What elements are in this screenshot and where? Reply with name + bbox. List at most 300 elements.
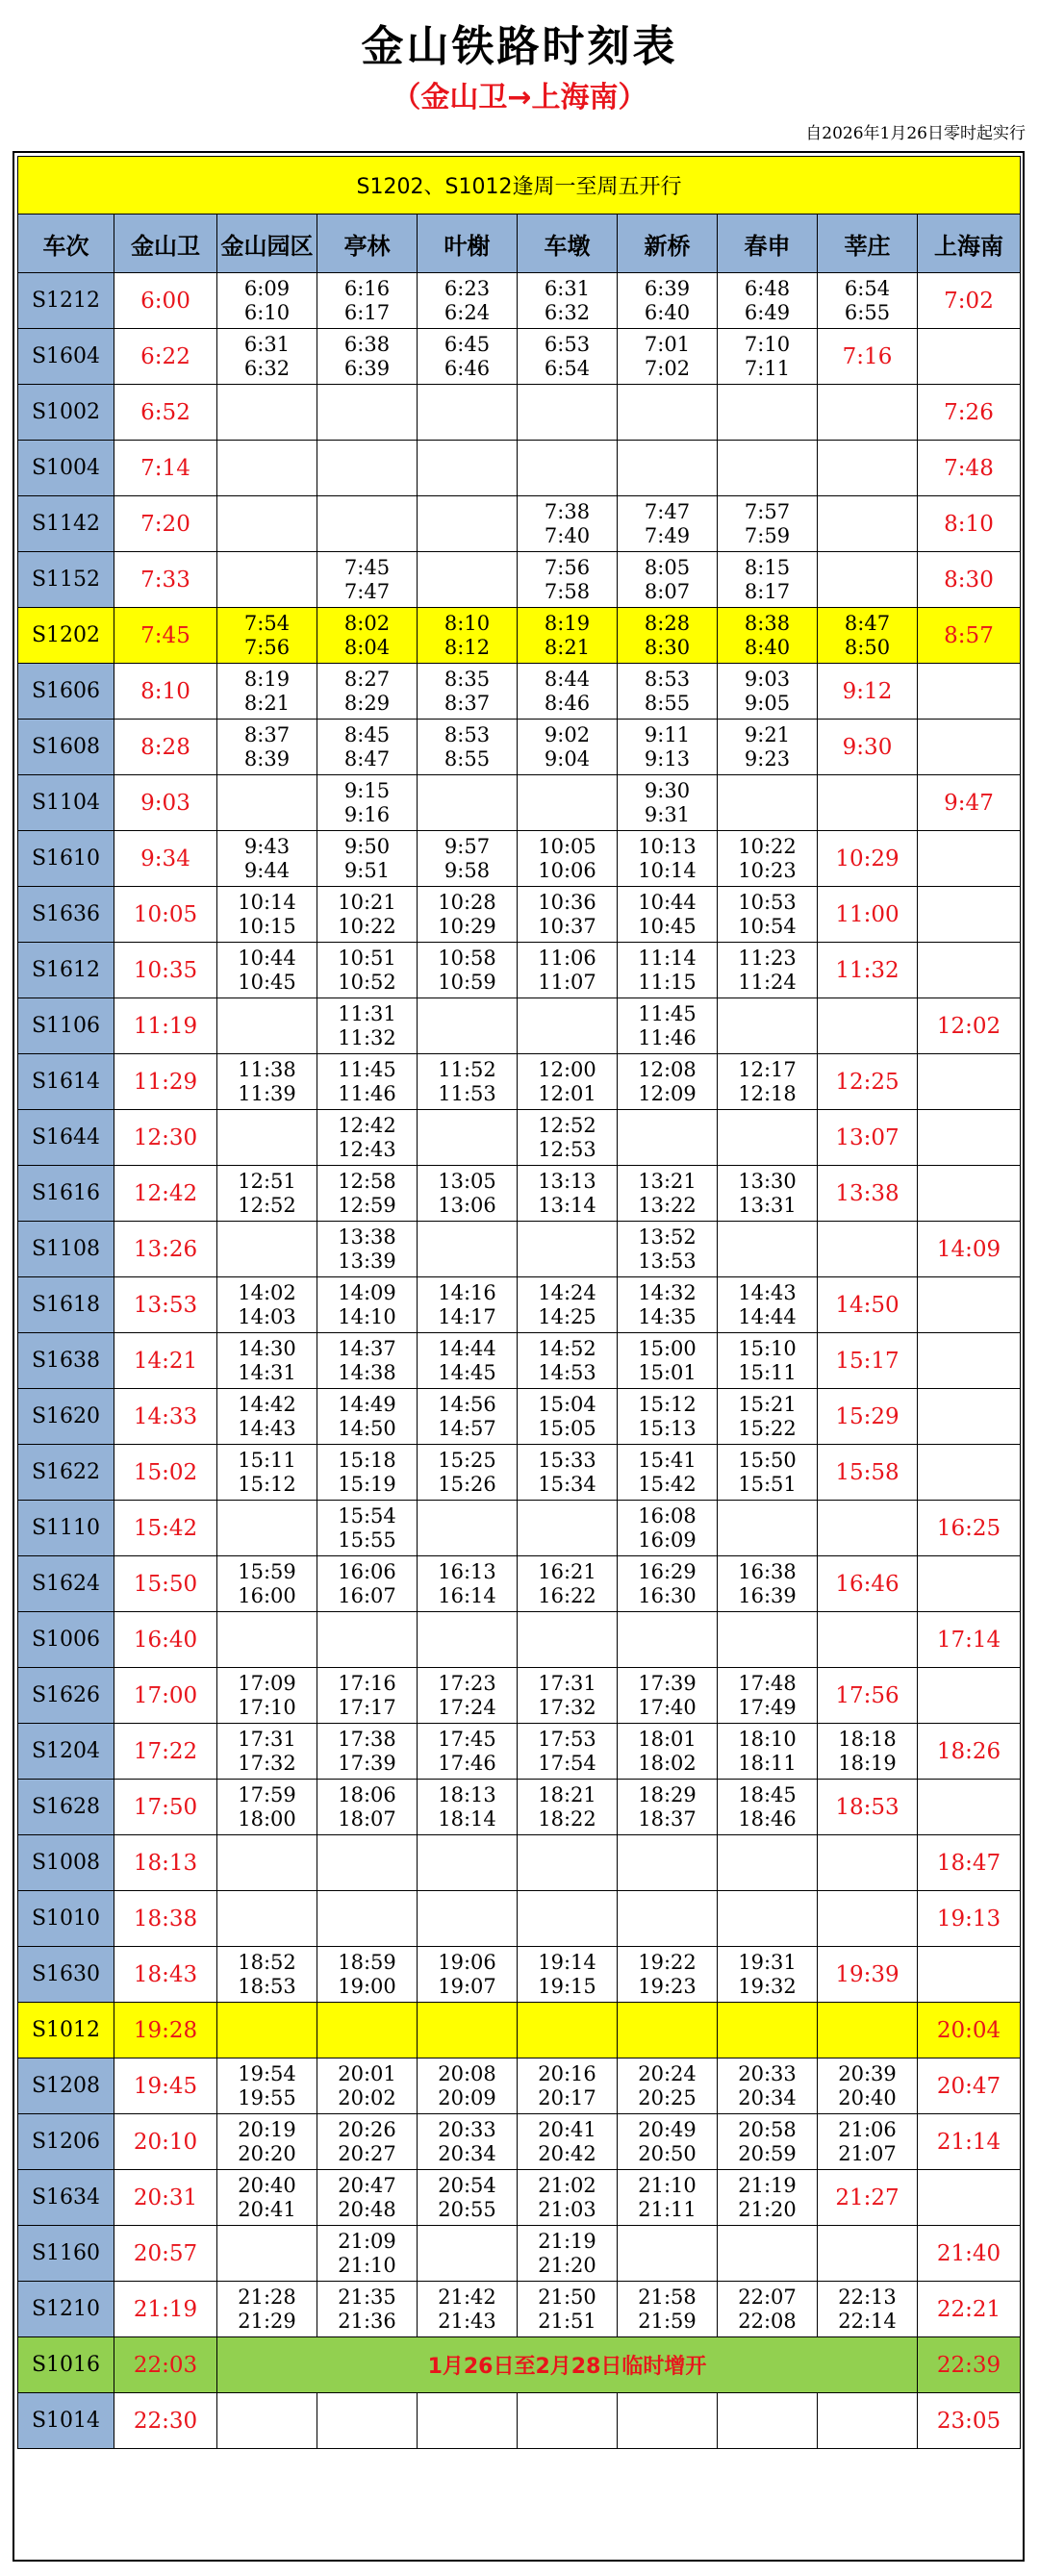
stop-time: 19:06 19:07 xyxy=(418,1947,518,2003)
train-number: S1002 xyxy=(18,385,114,441)
stop-time: 7:45 7:47 xyxy=(317,552,418,608)
stop-time: 12:08 12:09 xyxy=(618,1054,718,1110)
stop-time: 8:05 8:07 xyxy=(618,552,718,608)
stop-time: 15:10 15:11 xyxy=(718,1333,818,1389)
stop-time xyxy=(418,1110,518,1166)
stop-time: 19:39 xyxy=(818,1947,918,2003)
stop-time: 18:01 18:02 xyxy=(618,1724,718,1780)
terminal-time xyxy=(918,329,1021,385)
stop-time: 21:50 21:51 xyxy=(518,2282,618,2337)
stop-time xyxy=(818,998,918,1054)
origin-time: 11:19 xyxy=(114,998,217,1054)
train-row xyxy=(18,608,1021,664)
stop-time: 14:42 14:43 xyxy=(217,1389,317,1445)
stop-time: 6:54 6:55 xyxy=(818,273,918,329)
stop-time: 16:46 xyxy=(818,1556,918,1612)
stop-time: 7:10 7:11 xyxy=(718,329,818,385)
train-row xyxy=(18,831,1021,887)
train-row xyxy=(18,1724,1021,1780)
column-header: 上海南 xyxy=(918,215,1021,273)
stop-time: 9:57 9:58 xyxy=(418,831,518,887)
origin-time: 12:42 xyxy=(114,1166,217,1222)
column-header: 金山卫 xyxy=(114,215,217,273)
train-number: S1618 xyxy=(18,1277,114,1333)
origin-time: 7:20 xyxy=(114,496,217,552)
train-row xyxy=(18,2337,1021,2393)
stop-time: 9:12 xyxy=(818,664,918,720)
origin-time: 7:45 xyxy=(114,608,217,664)
origin-time: 11:29 xyxy=(114,1054,217,1110)
stop-time: 8:02 8:04 xyxy=(317,608,418,664)
stop-time: 13:38 13:39 xyxy=(317,1222,418,1277)
terminal-time: 18:26 xyxy=(918,1724,1021,1780)
stop-time xyxy=(418,2226,518,2282)
stop-time: 20:24 20:25 xyxy=(618,2058,718,2114)
origin-time: 15:42 xyxy=(114,1501,217,1556)
stop-time xyxy=(718,1891,818,1947)
stop-time: 14:16 14:17 xyxy=(418,1277,518,1333)
stop-time: 20:47 20:48 xyxy=(317,2170,418,2226)
stop-time: 16:38 16:39 xyxy=(718,1556,818,1612)
stop-time xyxy=(518,441,618,496)
train-number: S1616 xyxy=(18,1166,114,1222)
stop-time: 17:59 18:00 xyxy=(217,1780,317,1835)
stop-time: 10:28 10:29 xyxy=(418,887,518,943)
stop-time: 8:38 8:40 xyxy=(718,608,818,664)
origin-time: 10:35 xyxy=(114,943,217,998)
train-row xyxy=(18,720,1021,775)
train-row xyxy=(18,2058,1021,2114)
stop-time: 20:08 20:09 xyxy=(418,2058,518,2114)
stop-time: 19:54 19:55 xyxy=(217,2058,317,2114)
stop-time: 15:11 15:12 xyxy=(217,1445,317,1501)
train-number: S1210 xyxy=(18,2282,114,2337)
origin-time: 6:00 xyxy=(114,273,217,329)
origin-time: 16:40 xyxy=(114,1612,217,1668)
stop-time xyxy=(618,1110,718,1166)
stop-time: 16:08 16:09 xyxy=(618,1501,718,1556)
train-number: S1630 xyxy=(18,1947,114,2003)
stop-time: 14:37 14:38 xyxy=(317,1333,418,1389)
stop-time: 12:42 12:43 xyxy=(317,1110,418,1166)
train-row xyxy=(18,2282,1021,2337)
terminal-time: 22:21 xyxy=(918,2282,1021,2337)
stop-time: 17:16 17:17 xyxy=(317,1668,418,1724)
stop-time xyxy=(618,1891,718,1947)
stop-time xyxy=(317,496,418,552)
stop-time: 15:04 15:05 xyxy=(518,1389,618,1445)
train-row xyxy=(18,1277,1021,1333)
train-row xyxy=(18,441,1021,496)
origin-time: 8:10 xyxy=(114,664,217,720)
terminal-time: 12:02 xyxy=(918,998,1021,1054)
column-header: 车次 xyxy=(18,215,114,273)
stop-time: 16:29 16:30 xyxy=(618,1556,718,1612)
stop-time: 16:06 16:07 xyxy=(317,1556,418,1612)
stop-time xyxy=(618,385,718,441)
stop-time: 20:16 20:17 xyxy=(518,2058,618,2114)
stop-time: 6:31 6:32 xyxy=(217,329,317,385)
stop-time xyxy=(217,1110,317,1166)
stop-time: 11:14 11:15 xyxy=(618,943,718,998)
train-number: S1202 xyxy=(18,608,114,664)
terminal-time: 23:05 xyxy=(918,2393,1021,2449)
terminal-time xyxy=(918,2170,1021,2226)
train-row xyxy=(18,1612,1021,1668)
origin-time: 20:31 xyxy=(114,2170,217,2226)
stop-time: 15:58 xyxy=(818,1445,918,1501)
terminal-time xyxy=(918,664,1021,720)
train-number: S1620 xyxy=(18,1389,114,1445)
stop-time: 19:31 19:32 xyxy=(718,1947,818,2003)
stop-time: 15:50 15:51 xyxy=(718,1445,818,1501)
stop-time: 15:25 15:26 xyxy=(418,1445,518,1501)
stop-time xyxy=(418,998,518,1054)
stop-time: 9:50 9:51 xyxy=(317,831,418,887)
stop-time xyxy=(818,2003,918,2058)
stop-time xyxy=(418,385,518,441)
stop-time xyxy=(818,1891,918,1947)
stop-time xyxy=(518,775,618,831)
stop-time xyxy=(718,1835,818,1891)
stop-time: 6:16 6:17 xyxy=(317,273,418,329)
stop-time: 18:21 18:22 xyxy=(518,1780,618,1835)
stop-time: 8:53 8:55 xyxy=(618,664,718,720)
origin-time: 9:34 xyxy=(114,831,217,887)
stop-time: 13:30 13:31 xyxy=(718,1166,818,1222)
stop-time xyxy=(217,1222,317,1277)
stop-time: 6:39 6:40 xyxy=(618,273,718,329)
stop-time: 10:44 10:45 xyxy=(618,887,718,943)
stop-time xyxy=(818,2393,918,2449)
stop-time: 6:23 6:24 xyxy=(418,273,518,329)
origin-time: 22:30 xyxy=(114,2393,217,2449)
stop-time xyxy=(718,2003,818,2058)
terminal-time: 8:10 xyxy=(918,496,1021,552)
stop-time: 6:48 6:49 xyxy=(718,273,818,329)
stop-time xyxy=(818,1612,918,1668)
stop-time: 12:58 12:59 xyxy=(317,1166,418,1222)
origin-time: 13:53 xyxy=(114,1277,217,1333)
terminal-time xyxy=(918,1556,1021,1612)
stop-time xyxy=(217,496,317,552)
stop-time: 10:36 10:37 xyxy=(518,887,618,943)
train-row xyxy=(18,998,1021,1054)
origin-time: 15:02 xyxy=(114,1445,217,1501)
stop-time xyxy=(518,1891,618,1947)
stop-time xyxy=(518,2393,618,2449)
train-number: S1142 xyxy=(18,496,114,552)
origin-time: 22:03 xyxy=(114,2337,217,2393)
train-number: S1212 xyxy=(18,273,114,329)
stop-time xyxy=(217,998,317,1054)
column-header: 金山园区 xyxy=(217,215,317,273)
stop-time: 10:44 10:45 xyxy=(217,943,317,998)
train-row xyxy=(18,1333,1021,1389)
stop-time: 14:43 14:44 xyxy=(718,1277,818,1333)
stop-time xyxy=(418,1501,518,1556)
stop-time: 20:40 20:41 xyxy=(217,2170,317,2226)
stop-time xyxy=(718,1222,818,1277)
train-row xyxy=(18,1222,1021,1277)
stop-time: 14:30 14:31 xyxy=(217,1333,317,1389)
stop-time: 21:10 21:11 xyxy=(618,2170,718,2226)
terminal-time: 16:25 xyxy=(918,1501,1021,1556)
stop-time xyxy=(317,2393,418,2449)
train-row xyxy=(18,2226,1021,2282)
stop-time xyxy=(518,2003,618,2058)
stop-time: 20:54 20:55 xyxy=(418,2170,518,2226)
terminal-time xyxy=(918,831,1021,887)
stop-time: 13:52 13:53 xyxy=(618,1222,718,1277)
train-number: S1010 xyxy=(18,1891,114,1947)
stop-time: 18:06 18:07 xyxy=(317,1780,418,1835)
train-row xyxy=(18,2114,1021,2170)
stop-time: 18:53 xyxy=(818,1780,918,1835)
stop-time xyxy=(418,1612,518,1668)
stop-time: 11:45 11:46 xyxy=(317,1054,418,1110)
origin-time: 7:14 xyxy=(114,441,217,496)
stop-time: 18:18 18:19 xyxy=(818,1724,918,1780)
stop-time: 14:44 14:45 xyxy=(418,1333,518,1389)
origin-time: 6:52 xyxy=(114,385,217,441)
stop-time: 7:54 7:56 xyxy=(217,608,317,664)
stop-time xyxy=(217,441,317,496)
origin-time: 12:30 xyxy=(114,1110,217,1166)
stop-time: 15:59 16:00 xyxy=(217,1556,317,1612)
stop-time xyxy=(217,2226,317,2282)
stop-time: 21:09 21:10 xyxy=(317,2226,418,2282)
train-number: S1204 xyxy=(18,1724,114,1780)
train-row xyxy=(18,1445,1021,1501)
terminal-time: 21:14 xyxy=(918,2114,1021,2170)
train-row xyxy=(18,496,1021,552)
stop-time xyxy=(718,998,818,1054)
terminal-time: 20:04 xyxy=(918,2003,1021,2058)
stop-time: 21:28 21:29 xyxy=(217,2282,317,2337)
stop-time: 9:30 9:31 xyxy=(618,775,718,831)
stop-time: 11:23 11:24 xyxy=(718,943,818,998)
stop-time: 20:33 20:34 xyxy=(718,2058,818,2114)
train-row xyxy=(18,775,1021,831)
stop-time: 9:43 9:44 xyxy=(217,831,317,887)
stop-time: 17:53 17:54 xyxy=(518,1724,618,1780)
train-number: S1626 xyxy=(18,1668,114,1724)
terminal-time: 18:47 xyxy=(918,1835,1021,1891)
stop-time: 12:25 xyxy=(818,1054,918,1110)
stop-time xyxy=(418,1222,518,1277)
train-number: S1208 xyxy=(18,2058,114,2114)
terminal-time xyxy=(918,1110,1021,1166)
stop-time xyxy=(518,385,618,441)
stop-time: 20:39 20:40 xyxy=(818,2058,918,2114)
stop-time: 10:13 10:14 xyxy=(618,831,718,887)
stop-time: 17:39 17:40 xyxy=(618,1668,718,1724)
stop-time: 6:09 6:10 xyxy=(217,273,317,329)
stop-time: 8:19 8:21 xyxy=(217,664,317,720)
column-header: 莘庄 xyxy=(818,215,918,273)
stop-time xyxy=(317,385,418,441)
origin-time: 6:22 xyxy=(114,329,217,385)
notice-row xyxy=(18,157,1021,215)
origin-time: 18:43 xyxy=(114,1947,217,2003)
terminal-time: 21:40 xyxy=(918,2226,1021,2282)
train-number: S1636 xyxy=(18,887,114,943)
column-header: 亭林 xyxy=(317,215,418,273)
origin-time: 14:33 xyxy=(114,1389,217,1445)
stop-time: 13:07 xyxy=(818,1110,918,1166)
terminal-time: 22:39 xyxy=(918,2337,1021,2393)
stop-time: 18:10 18:11 xyxy=(718,1724,818,1780)
stop-time: 22:13 22:14 xyxy=(818,2282,918,2337)
stop-time xyxy=(418,2393,518,2449)
page-title: 金山铁路时刻表 xyxy=(361,22,678,71)
stop-time xyxy=(317,441,418,496)
stop-time xyxy=(518,1222,618,1277)
stop-time: 18:45 18:46 xyxy=(718,1780,818,1835)
stop-time xyxy=(618,2003,718,2058)
stop-time: 20:33 20:34 xyxy=(418,2114,518,2170)
stop-time xyxy=(317,1835,418,1891)
origin-time: 19:28 xyxy=(114,2003,217,2058)
train-row xyxy=(18,2170,1021,2226)
stop-time: 18:59 19:00 xyxy=(317,1947,418,2003)
stop-time: 21:19 21:20 xyxy=(518,2226,618,2282)
terminal-time xyxy=(918,943,1021,998)
terminal-time xyxy=(918,1166,1021,1222)
terminal-time xyxy=(918,1668,1021,1724)
stop-time xyxy=(518,1612,618,1668)
stop-time: 12:51 12:52 xyxy=(217,1166,317,1222)
train-row xyxy=(18,1166,1021,1222)
stop-time: 13:13 13:14 xyxy=(518,1166,618,1222)
stop-time: 20:19 20:20 xyxy=(217,2114,317,2170)
terminal-time: 19:13 xyxy=(918,1891,1021,1947)
stop-time: 21:58 21:59 xyxy=(618,2282,718,2337)
origin-time: 15:50 xyxy=(114,1556,217,1612)
origin-time: 14:21 xyxy=(114,1333,217,1389)
stop-time: 15:54 15:55 xyxy=(317,1501,418,1556)
stop-time: 15:12 15:13 xyxy=(618,1389,718,1445)
stop-time: 11:52 11:53 xyxy=(418,1054,518,1110)
route-subtitle: （金山卫→上海南） xyxy=(392,81,647,114)
stop-time: 13:38 xyxy=(818,1166,918,1222)
column-header: 新桥 xyxy=(618,215,718,273)
train-number: S1104 xyxy=(18,775,114,831)
train-number: S1160 xyxy=(18,2226,114,2282)
train-row xyxy=(18,887,1021,943)
train-row xyxy=(18,1389,1021,1445)
stop-time: 10:51 10:52 xyxy=(317,943,418,998)
stop-time: 8:27 8:29 xyxy=(317,664,418,720)
stop-time: 18:52 18:53 xyxy=(217,1947,317,2003)
stop-time: 21:02 21:03 xyxy=(518,2170,618,2226)
stop-time: 20:49 20:50 xyxy=(618,2114,718,2170)
stop-time: 11:06 11:07 xyxy=(518,943,618,998)
stop-time xyxy=(818,385,918,441)
stop-time xyxy=(718,2393,818,2449)
train-number: S1014 xyxy=(18,2393,114,2449)
stop-time xyxy=(618,2226,718,2282)
train-row xyxy=(18,943,1021,998)
terminal-time: 20:47 xyxy=(918,2058,1021,2114)
stop-time: 7:16 xyxy=(818,329,918,385)
timetable xyxy=(17,156,1021,2449)
train-row xyxy=(18,329,1021,385)
terminal-time: 8:57 xyxy=(918,608,1021,664)
stop-time: 10:53 10:54 xyxy=(718,887,818,943)
stop-time: 7:38 7:40 xyxy=(518,496,618,552)
train-number: S1012 xyxy=(18,2003,114,2058)
terminal-time xyxy=(918,1333,1021,1389)
train-number: S1634 xyxy=(18,2170,114,2226)
train-number: S1152 xyxy=(18,552,114,608)
stop-time: 20:01 20:02 xyxy=(317,2058,418,2114)
origin-time: 20:57 xyxy=(114,2226,217,2282)
stop-time: 17:45 17:46 xyxy=(418,1724,518,1780)
column-header: 车墩 xyxy=(518,215,618,273)
stop-time: 13:05 13:06 xyxy=(418,1166,518,1222)
train-number: S1106 xyxy=(18,998,114,1054)
train-row xyxy=(18,273,1021,329)
stop-time xyxy=(317,1612,418,1668)
stop-time: 16:21 16:22 xyxy=(518,1556,618,1612)
stop-time xyxy=(718,775,818,831)
stop-time: 12:00 12:01 xyxy=(518,1054,618,1110)
stop-time: 16:13 16:14 xyxy=(418,1556,518,1612)
stop-time: 8:47 8:50 xyxy=(818,608,918,664)
column-header: 春申 xyxy=(718,215,818,273)
stop-time: 14:09 14:10 xyxy=(317,1277,418,1333)
stop-time: 7:57 7:59 xyxy=(718,496,818,552)
stop-time: 14:24 14:25 xyxy=(518,1277,618,1333)
train-row xyxy=(18,1556,1021,1612)
stop-time: 20:26 20:27 xyxy=(317,2114,418,2170)
stop-time xyxy=(718,441,818,496)
stop-time: 19:22 19:23 xyxy=(618,1947,718,2003)
train-number: S1016 xyxy=(18,2337,114,2393)
stop-time xyxy=(818,496,918,552)
stop-time xyxy=(418,2003,518,2058)
train-number: S1008 xyxy=(18,1835,114,1891)
stop-time: 17:48 17:49 xyxy=(718,1668,818,1724)
stop-time: 12:52 12:53 xyxy=(518,1110,618,1166)
stop-time: 8:19 8:21 xyxy=(518,608,618,664)
stop-time: 6:31 6:32 xyxy=(518,273,618,329)
train-number: S1108 xyxy=(18,1222,114,1277)
terminal-time xyxy=(918,1277,1021,1333)
stop-time xyxy=(217,2003,317,2058)
stop-time xyxy=(718,1110,818,1166)
stop-time: 17:31 17:32 xyxy=(217,1724,317,1780)
train-number: S1644 xyxy=(18,1110,114,1166)
stop-time: 9:21 9:23 xyxy=(718,720,818,775)
stop-time: 15:17 xyxy=(818,1333,918,1389)
train-row xyxy=(18,1110,1021,1166)
train-number: S1110 xyxy=(18,1501,114,1556)
stop-time xyxy=(217,2393,317,2449)
stop-time: 20:41 20:42 xyxy=(518,2114,618,2170)
stop-time: 18:13 18:14 xyxy=(418,1780,518,1835)
terminal-time: 9:47 xyxy=(918,775,1021,831)
stop-time: 9:30 xyxy=(818,720,918,775)
stop-time xyxy=(818,1835,918,1891)
stop-time: 21:06 21:07 xyxy=(818,2114,918,2170)
terminal-time xyxy=(918,720,1021,775)
stop-time: 11:00 xyxy=(818,887,918,943)
terminal-time: 17:14 xyxy=(918,1612,1021,1668)
origin-time: 13:26 xyxy=(114,1222,217,1277)
